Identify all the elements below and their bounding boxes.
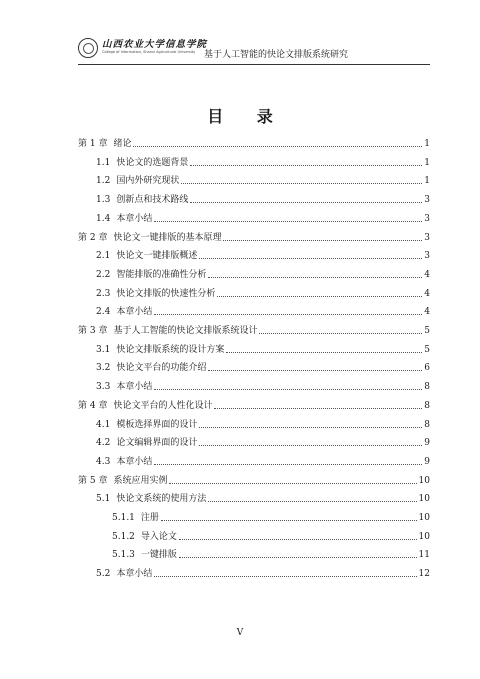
- toc-entry-title: 快论文一键排版概述: [116, 251, 198, 262]
- toc-dot-leader: [154, 575, 416, 577]
- toc-entry-page: 11: [418, 550, 430, 561]
- toc-entry-page: 5: [424, 344, 430, 355]
- toc-entry-title: 快论文平台的功能介绍: [116, 363, 207, 374]
- toc-dot-leader: [161, 519, 417, 521]
- toc-entry[interactable]: [96, 361, 430, 374]
- toc-entry-title: 一键排版: [140, 550, 177, 561]
- toc-entry-title: 绪论: [113, 139, 132, 149]
- toc-entry[interactable]: [96, 455, 430, 468]
- toc-dot-leader: [154, 220, 422, 222]
- toc-entry-title: 系统应用实例: [113, 475, 168, 486]
- toc-entry-title: 注册: [140, 513, 159, 523]
- toc-entry-number: 5.1.3: [112, 550, 135, 561]
- toc-dot-leader: [199, 444, 422, 446]
- toc-entry-number: 2.3: [96, 288, 111, 299]
- toc-entry-title: 创新点和技术路线: [116, 195, 189, 206]
- header-title: 基于人工智能的快论文排版系统研究: [204, 50, 349, 60]
- toc-entry-number: 4.2: [96, 438, 111, 449]
- toc-entry[interactable]: [112, 511, 430, 524]
- toc-entry[interactable]: [96, 492, 430, 505]
- toc-dot-leader: [208, 276, 422, 278]
- toc-entry-number: 4.3: [96, 456, 111, 467]
- toc-entry[interactable]: [78, 324, 430, 337]
- toc-dot-leader: [133, 145, 422, 147]
- logo-english-name: College of Information, Shanxi Agricultural University: [102, 50, 196, 54]
- toc-entry-page: 1: [424, 176, 430, 187]
- toc-entry-number: 4.1: [96, 419, 111, 430]
- toc-dot-leader: [181, 182, 422, 184]
- toc-entry-number: 3.1: [96, 344, 111, 355]
- university-seal-icon: [78, 38, 98, 58]
- toc-entry[interactable]: [96, 212, 430, 225]
- toc-dot-leader: [208, 369, 422, 371]
- toc-entry-title: 导入论文: [140, 531, 177, 542]
- toc-entry[interactable]: [96, 418, 430, 431]
- toc-entry-page: 8: [424, 400, 430, 411]
- toc-dot-leader: [169, 482, 416, 484]
- toc-entry-page: 8: [424, 382, 430, 393]
- toc-entry-number: 5.1.2: [112, 531, 135, 542]
- toc-entry-page: 9: [424, 438, 430, 449]
- toc-entry[interactable]: [112, 548, 430, 561]
- toc-entry[interactable]: [78, 137, 430, 150]
- toc-entry-title: 快论文平台的人性化设计: [113, 400, 213, 411]
- toc-entry-title: 智能排版的准确性分析: [116, 269, 207, 280]
- toc-entry-title: 基于人工智能的快论文排版系统设计: [113, 326, 258, 336]
- toc-dot-leader: [208, 500, 416, 502]
- toc-entry-page: 3: [424, 251, 430, 262]
- page-header: [78, 38, 430, 65]
- toc-entry-title: 快论文系统的使用方法: [116, 494, 207, 505]
- toc-dot-leader: [217, 295, 422, 297]
- toc-entry-page: 4: [424, 307, 430, 318]
- toc-entry-number: 3.2: [96, 363, 111, 374]
- toc-entry-number: 1.4: [96, 213, 111, 224]
- toc-entry-page: 4: [424, 269, 430, 280]
- toc-entry-page: 12: [418, 569, 430, 580]
- toc-entry-number: 5.2: [96, 569, 111, 580]
- toc-entry-page: 1: [424, 157, 430, 168]
- toc-entry-title: 快论文一键排版的基本原理: [113, 232, 222, 243]
- toc-entry-page: 10: [418, 494, 430, 505]
- toc-entry-page: 10: [418, 513, 430, 523]
- toc-dot-leader: [190, 164, 422, 166]
- toc-entry[interactable]: [96, 174, 430, 187]
- toc-entry-page: 3: [424, 195, 430, 206]
- toc-entry-title: 国内外研究现状: [116, 176, 180, 187]
- toc-entry-page: 6: [424, 363, 430, 374]
- toc-entry-number: 5.1.1: [112, 513, 135, 523]
- toc-entry[interactable]: [96, 249, 430, 262]
- toc-entry-number: 第 2 章: [78, 232, 108, 243]
- toc-entry-number: 1.2: [96, 176, 111, 187]
- toc-dot-leader: [154, 388, 422, 390]
- toc-entry-title: 本章小结: [116, 569, 153, 580]
- toc-entry-title: 本章小结: [116, 213, 153, 224]
- toc-dot-leader: [199, 426, 422, 428]
- toc-entry-number: 第 3 章: [78, 326, 108, 336]
- toc-entry-number: 2.4: [96, 307, 111, 318]
- toc-entry-page: 3: [424, 232, 430, 243]
- toc-entry-title: 快论文排版的快速性分析: [116, 288, 216, 299]
- university-logo: [102, 39, 208, 55]
- toc-entry[interactable]: [96, 287, 430, 300]
- page-title: 目 录: [207, 107, 287, 126]
- toc-entry-page: 10: [418, 475, 430, 486]
- toc-entry[interactable]: [96, 343, 430, 356]
- toc-entry-page: 3: [424, 213, 430, 224]
- toc-entry[interactable]: [78, 474, 430, 487]
- toc-entry[interactable]: [96, 305, 430, 318]
- toc-entry[interactable]: [112, 530, 430, 543]
- toc-entry[interactable]: [96, 268, 430, 281]
- toc-entry-number: 第 5 章: [78, 475, 108, 486]
- toc-entry[interactable]: [96, 436, 430, 449]
- logo-chinese-name: 山西农业大学信息学院: [102, 39, 208, 50]
- toc-entry-number: 第 4 章: [78, 400, 108, 411]
- toc-entry-number: 第 1 章: [78, 139, 108, 149]
- toc-entry[interactable]: [96, 193, 430, 206]
- toc-entry-number: 3.3: [96, 382, 111, 393]
- toc-dot-leader: [190, 201, 422, 203]
- toc-entry-title: 本章小结: [116, 456, 153, 467]
- toc-dot-leader: [199, 257, 422, 259]
- toc-entry-number: 5.1: [96, 494, 111, 505]
- toc-entry-number: 2.2: [96, 269, 111, 280]
- toc-entry-page: 5: [424, 326, 430, 336]
- toc-entry-number: 1.1: [96, 157, 111, 168]
- toc-dot-leader: [223, 239, 422, 241]
- toc-entry-title: 模板选择界面的设计: [116, 419, 198, 430]
- toc-entry-page: 1: [424, 139, 430, 149]
- toc-dot-leader: [179, 538, 417, 540]
- toc-entry-page: 9: [424, 456, 430, 467]
- toc-dot-leader: [214, 407, 422, 409]
- page-number: V: [236, 628, 244, 638]
- toc-dot-leader: [154, 313, 422, 315]
- toc-entry-page: 4: [424, 288, 430, 299]
- toc-entry-title: 论文编辑界面的设计: [116, 438, 198, 449]
- toc-entry-title: 快论文排版系统的设计方案: [116, 344, 225, 355]
- toc-dot-leader: [259, 332, 422, 334]
- toc-entry-page: 8: [424, 419, 430, 430]
- toc-entry-title: 快论文的选题背景: [116, 157, 189, 168]
- toc-dot-leader: [154, 463, 422, 465]
- toc-entry[interactable]: [96, 567, 430, 580]
- toc-entry[interactable]: [78, 231, 430, 244]
- toc-entry-title: 本章小结: [116, 382, 153, 393]
- toc-entry-page: 10: [418, 531, 430, 542]
- toc-dot-leader: [179, 556, 417, 558]
- toc-entry[interactable]: [96, 156, 430, 169]
- toc-entry[interactable]: [78, 399, 430, 412]
- toc-dot-leader: [226, 351, 422, 353]
- toc-entry-number: 2.1: [96, 251, 111, 262]
- toc-entry-title: 本章小结: [116, 307, 153, 318]
- toc-entry[interactable]: [96, 380, 430, 393]
- toc-entry-number: 1.3: [96, 195, 111, 206]
